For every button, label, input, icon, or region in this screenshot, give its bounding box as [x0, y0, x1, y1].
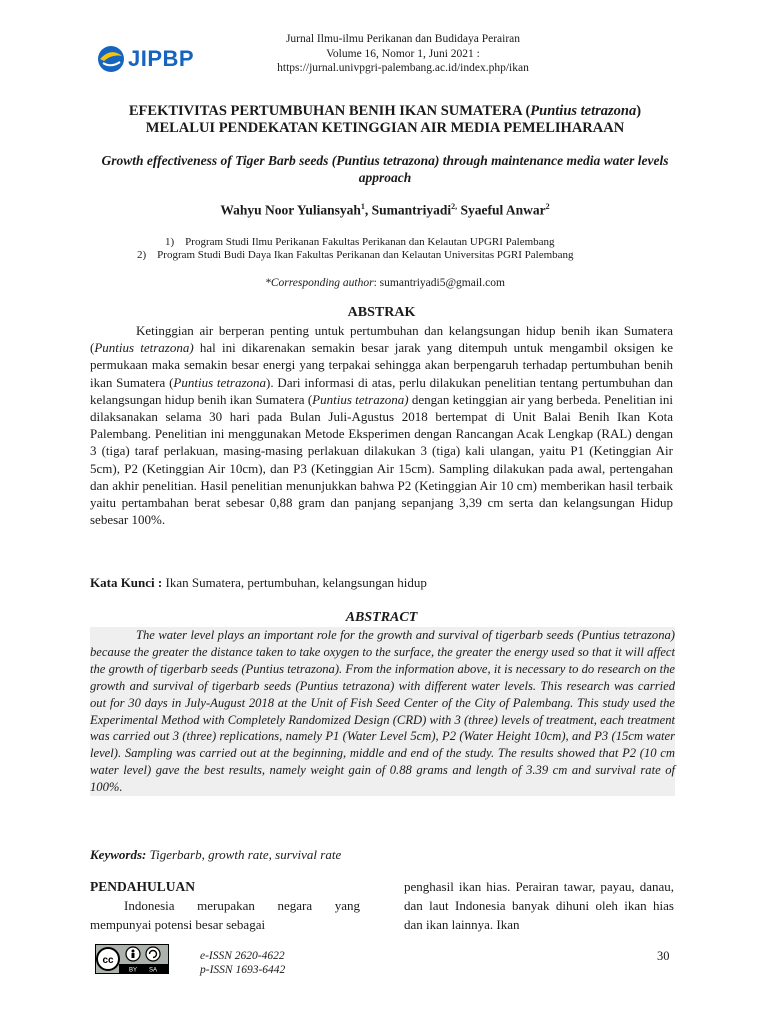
cc-label: cc: [102, 955, 114, 966]
title-line-1: EFEKTIVITAS PERTUMBUHAN BENIH IKAN SUMATERA (Puntius tetrazona): [128, 103, 642, 119]
journal-header: [238, 32, 568, 76]
author-3: Syaeful Anwar: [457, 202, 546, 218]
pendahuluan-left-text: Indonesia merupakan negara yang mempunyai potensi besar sebagai: [90, 898, 360, 932]
journal-volume: Volume 16, Nomor 1, Juni 2021 :: [326, 47, 480, 60]
journal-name: Jurnal Ilmu-ilmu Perikanan dan Budidaya Perairan: [285, 33, 521, 45]
p-issn: p-ISSN 1693-6442: [200, 964, 286, 976]
author-email[interactable]: : sumantriyadi5@gmail.com: [373, 277, 505, 289]
journal-url[interactable]: https://jurnal.univpgri-palembang.ac.id/index.php/ikan: [277, 62, 529, 74]
keywords: [90, 847, 673, 863]
kata-kunci-value: Ikan Sumatera, pertumbuhan, kelangsungan hidup: [162, 575, 427, 590]
affiliation-2: 2) Program Studi Budi Daya Ikan Fakultas Perikanan dan Kelautan Universitas PGRI Palembang: [137, 249, 574, 261]
keywords-value: Tigerbarb, growth rate, survival rate: [146, 847, 342, 862]
author-2: , Sumantriyadi: [364, 202, 452, 218]
affiliation-1: 1) Program Studi Ilmu Perikanan Fakultas Perikanan dan Kelautan UPGRI Palembang: [165, 236, 555, 248]
abstract-body: The water level plays an important role for the growth and survival of tigerbarb seeds (Puntius tetrazona) because the greater the distance taken to take oxygen to the surface, the greater the energy used so that it will affect the growth of tigerbarb seeds (Puntius tetrazona). From the information above, it is necessary to do research on the growth and survival of tigerbarb seeds (Puntius tetrazona) with different water levels. This research was carried out for 30 days in July-August 2018 at the Unit of Fish Seed Center of the City of Palembang. This study used the Experimental Method with Completely Randomized Design (CRD) with 3 (three) levels of treatment, each treatment was carried out 3 (three) replications, namely P1 (Water Level 5cm), P2 (Water Height 10cm), and P3 (15cm water level). Sampling was carried out at the beginning, middle and end of the study. The results showed that P2 (10 cm water level) gave the best results, namely weight gain of 0.88 grams and length of 3.39 cm and survival rate of 100%.: [90, 628, 675, 795]
fish-logo-icon: [96, 44, 126, 74]
keywords-label: Keywords:: [90, 847, 147, 862]
pendahuluan-right-column: penghasil ikan hias. Perairan tawar, payau, danau, dan laut Indonesia banyak dihuni oleh ikan hias dan ikan lainnya. Ikan: [404, 879, 674, 932]
journal-logo: [96, 42, 196, 76]
pendahuluan-heading: PENDAHULUAN: [90, 879, 196, 894]
author-list: Wahyu Noor Yuliansyah$^1$, Sumantriyadi$^{2,}$ Syaeful Anwar$^2$: [220, 202, 550, 218]
pendahuluan-left-column: [90, 877, 360, 934]
abstract-heading: ABSTRACT: [345, 610, 418, 625]
page-number: 30: [657, 949, 670, 963]
cc-sa-label: SA: [148, 967, 158, 974]
e-issn: e-ISSN 2620-4622: [200, 950, 285, 962]
issn-block: [200, 949, 285, 977]
logo-text: JIPBP: [128, 46, 195, 71]
abstrak-heading: ABSTRAK: [347, 305, 416, 320]
english-title: Growth effectiveness of Tiger Barb seeds (Puntius tetrazona) through maintenance media water levels approach: [101, 153, 669, 185]
creative-commons-badge-icon: [95, 944, 169, 974]
kata-kunci: [90, 575, 673, 591]
kata-kunci-label: Kata Kunci :: [90, 575, 163, 590]
abstrak-body: Ketinggian air berperan penting untuk pertumbuhan dan kelangsungan hidup benih ikan Sumatera (Puntius tetrazona) hal ini dikarenakan semakin besar jarak yang ditempuh untuk mengambil oksigen ke permukaan maka semakin besar energi yang terpakai sehingga akan berpengaruh terhadap pertumbuhan benih ikan Sumatera (Puntius tetrazona). Dari informasi di atas, perlu dilakukan penelitian tentang pertumbuhan dan kelangsungan hidup benih ikan Sumatera (Puntius tetrazona) dengan ketinggian air yang berbeda. Penelitian ini dilaksanakan selama 30 hari pada Bulan Juli-Agustus 2018 bertempat di Unit Balai Benih Ikan Kota Palembang. Penelitian ini menggunakan Metode Eksperimen dengan Rancangan Acak Lengkap (RAL) dengan 3 (tiga) taraf perlakuan, masing-masing perlakuan dilakukan 3 (tiga) kali ulangan, yaitu P1 (Ketinggian Air 5cm), P2 (Ketinggian Air 10cm), dan P3 (Ketinggian Air 15cm). Sampling dilakukan pada awal, pertengahan dan akhir penelitian. Hasil penelitian menunjukkan bahwa P2 (Ketinggian Air 10 cm) memberikan hasil terbaik yaitu pertambahan berat sebesar 0,88 gram dan panjang sepanjang 3,39 cm serta dan kelangsungan Hidup sebesar 100%.: [90, 323, 674, 528]
paper-title: [90, 103, 680, 137]
title-line-2: MELALUI PENDEKATAN KETINGGIAN AIR MEDIA PEMELIHARAAN: [145, 120, 625, 136]
author-1: Wahyu Noor Yuliansyah: [220, 202, 361, 218]
corresponding-author: *Corresponding author: sumantriyadi5@gmail.com: [265, 277, 505, 289]
cc-by-label: BY: [128, 967, 138, 974]
